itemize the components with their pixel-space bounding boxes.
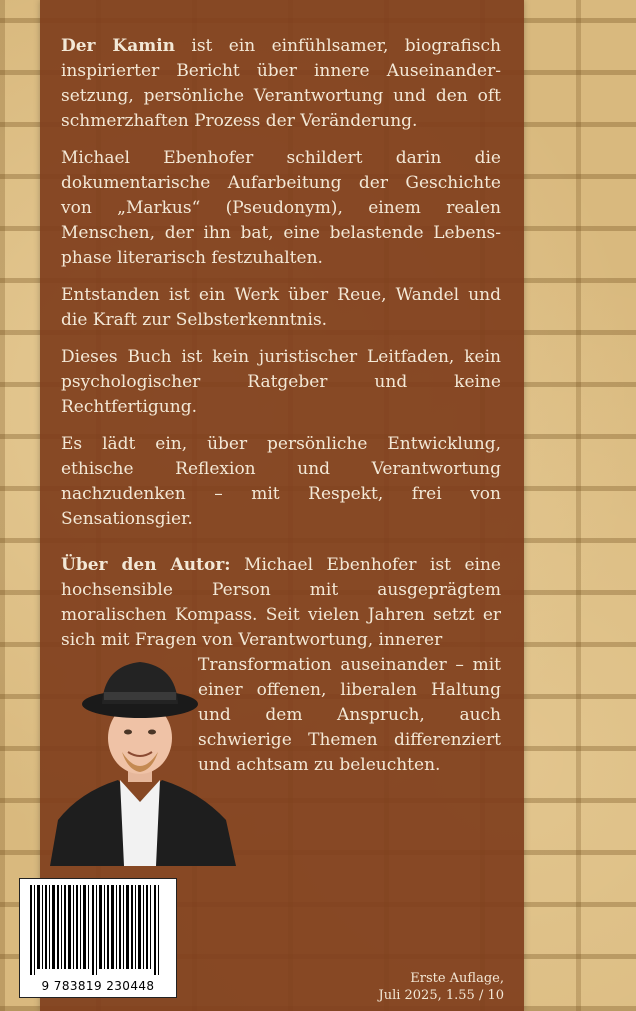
barcode-bars [28,885,168,975]
author-bio-top: Michael Ebenhofer ist eine hochsensible Person mit ausgeprägtem moralischen Kompass. Seit vielen Jahren setzt er sich mit Fragen von Verantwortung, innerer [61,555,501,650]
book-title: Der Kamin [61,36,176,56]
barcode-number: 9 783819 230448 [41,979,155,993]
barcode [19,878,177,998]
author-heading: Über den Autor: [61,555,231,575]
edition-line-2: Juli 2025, 1.55 / 10 [378,988,504,1003]
blurb-paragraph-1-text: ist ein einfühlsamer, biografisch inspirierter Bericht über innere Auseinandersetzung, persönliche Verantwortung und den oft schmerzhaften Prozess der Veränderung. [61,36,502,131]
author-photo [40,652,240,866]
edition-info [378,970,504,1004]
author-text-top [61,553,501,653]
author-bio-indented: Transformation auseinander – mit einer offenen, liberalen Haltung und dem Anspruch, auch schwierige Themen differenziert und achtsam zu beleuchten. [198,655,501,775]
blurb-paragraph-1 [61,34,501,134]
edition-line-1: Erste Auflage, [410,971,504,986]
blurb-paragraph-5: Es lädt ein, über persönliche Entwicklung, ethische Reflexion und Verantwortung nachzudenken – mit Respekt, frei von Sensationsgier. [61,434,501,529]
blurb-paragraph-4: Dieses Buch ist kein juristischer Leitfaden, kein psychologischer Ratgeber und keine Rechtfertigung. [61,347,501,417]
blurb-text [61,34,501,544]
blurb-paragraph-2: Michael Ebenhofer schildert darin die dokumentarische Aufarbeitung der Geschichte von „Markus“ (Pseudonym), einem realen Menschen, der ihn bat, eine belastende Lebensphase literarisch festzuhalten. [61,148,501,268]
blurb-paragraph-3: Entstanden ist ein Werk über Reue, Wandel und die Kraft zur Selbsterkenntnis. [61,285,501,330]
